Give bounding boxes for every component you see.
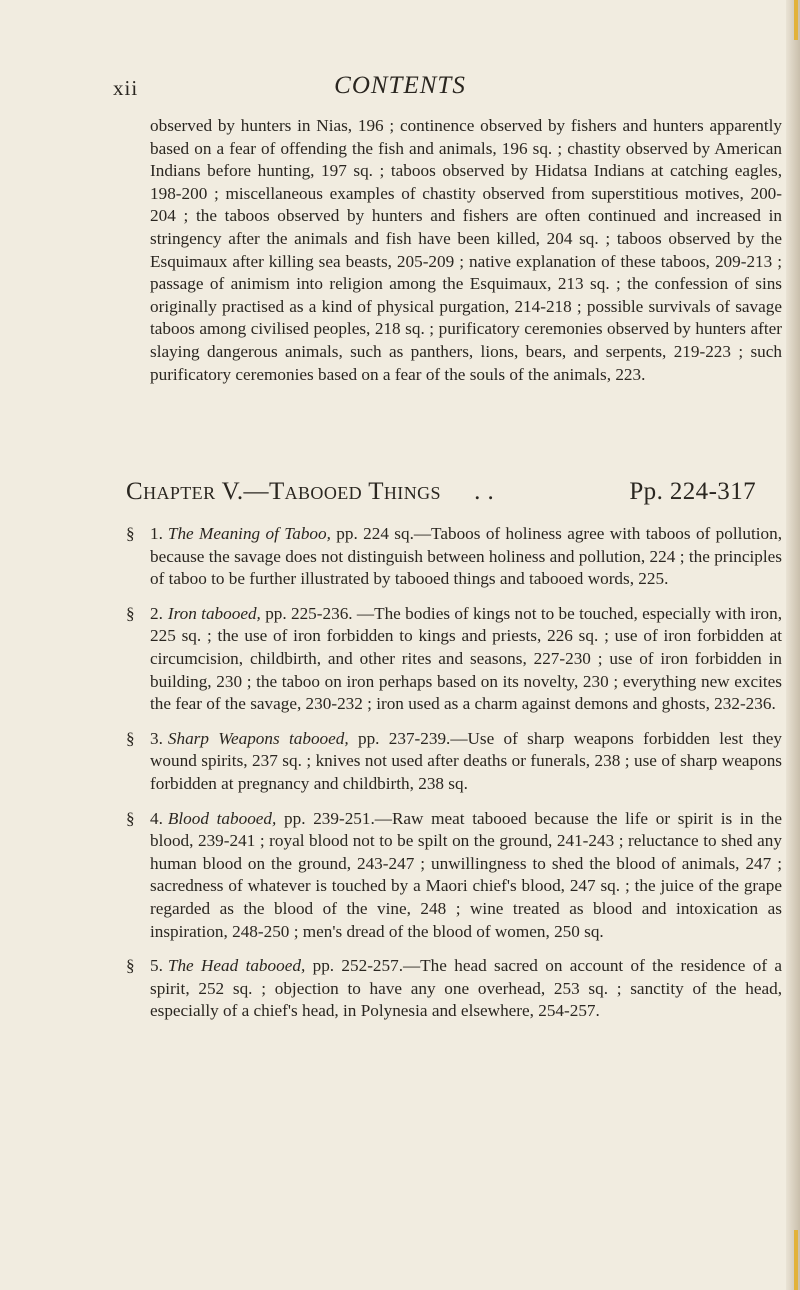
page-edge (786, 0, 800, 1290)
section-mark: § (126, 524, 135, 543)
edge-stain (794, 0, 798, 40)
section-text: pp. 237-239.—Use of sharp weapons forbidden lest they wound spirits, 237 sq. ; knives not used after deaths or funerals, 238 ; use of sharp weapons forbidden at pregnancy and childbirth, 238 sq. (150, 728, 783, 793)
section-title: The Meaning of Taboo, (167, 524, 331, 543)
chapter-heading (126, 478, 756, 506)
section-mark: § (126, 808, 135, 828)
section-number: 4. (150, 808, 163, 828)
section-text: pp. 225-236. —The bodies of kings not to be touched, especially with iron, 225 sq. ; the use of iron forbidden to kings and priests, 226 sq. ; use of iron forbidden at circumcision, childbirth, and other rites and seasons, 227-230 ; use of iron forbidden in building, 230 ; the taboo on iron perhaps based on its novelty, 230 ; everything new excites the fear of the savage, 230-232 ; iron used as a charm against demons and ghosts, 232-236. (150, 603, 782, 714)
edge-stain (794, 1230, 798, 1290)
running-head (0, 72, 800, 102)
section-list (126, 523, 782, 1035)
section-title: Sharp Weapons tabooed, (167, 728, 349, 748)
section-number: 3. (150, 728, 163, 748)
running-title: CONTENTS (334, 72, 466, 99)
section-text: pp. 252-257.—The head sacred on account of the residence of a spirit, 252 sq. ; objection to have any one overhead, 253 sq. ; sanctity of the head, especially of a chief's head, in Polynesia and elsewhere, 254-257. (150, 956, 783, 1021)
section-text: pp. 224 sq.—Taboos of holiness agree with taboos of pollution, because the savage does not distinguish between holiness and pollution, 224 ; the principles of taboo to be further illustrated by tabooed things and tabooed words, 225. (150, 524, 783, 589)
section-entry (126, 808, 782, 944)
section-title: Iron tabooed, (167, 603, 261, 623)
section-entry (126, 603, 782, 716)
section-entry (126, 955, 782, 1023)
chapter-pages: Pp. 224-317 (629, 478, 756, 505)
section-entry (126, 728, 782, 796)
section-mark: § (126, 728, 135, 748)
section-title: The Head tabooed, (167, 956, 306, 976)
section-mark: § (126, 603, 135, 623)
section-number: 5. (150, 956, 163, 976)
section-entry (126, 523, 782, 591)
chapter-leader: . . (474, 478, 495, 505)
section-title: Blood tabooed, (167, 808, 277, 828)
intro-paragraph: observed by hunters in Nias, 196 ; continence observed by fishers and hunters apparently based on a fear of offending the fish and animals, 196 sq. ; chastity observed by American Indians before hunting, 197 sq. ; taboos observed by Hidatsa Indians at catching eagles, 198-200 ; miscellaneous examples of chastity observed from superstitious motives, 200-204 ; the taboos observed by hunters and fishers are often continued and increased in stringency after the animals and fish have been killed, 204 sq. ; taboos observed by the Esquimaux after killing sea beasts, 205-209 ; native explanation of these taboos, 209-213 ; passage of animism into religion among the Esquimaux, 213 sq. ; the confession of sins originally practised as a kind of physical purgation, 214-218 ; possible survivals of savage taboos among civilised peoples, 218 sq. ; purificatory ceremonies observed by hunters after slaying dangerous animals, such as panthers, lions, bears, and serpents, 219-223 ; such purificatory ceremonies based on a fear of the souls of the animals, 223. (150, 116, 782, 384)
chapter-title: Chapter V.—Tabooed Things (126, 478, 441, 505)
section-number: 2. (150, 603, 163, 623)
page-number: xii (113, 76, 139, 100)
section-mark: § (126, 956, 135, 976)
section-number: 1. (150, 524, 163, 543)
section-text: pp. 239-251.—Raw meat tabooed because the life or spirit is in the blood, 239-241 ; royal blood not to be spilt on the ground, 241-243 ; reluctance to shed any human blood on the ground, 243-247 ; unwillingness to shed the blood of animals, 247 ; sacredness of whatever is touched by a Maori chief's blood, 247 sq. ; the juice of the grape regarded as the blood of the vine, 248 ; wine treated as blood and intoxication as inspiration, 248-250 ; men's dread of the blood of women, 250 sq. (150, 808, 782, 941)
